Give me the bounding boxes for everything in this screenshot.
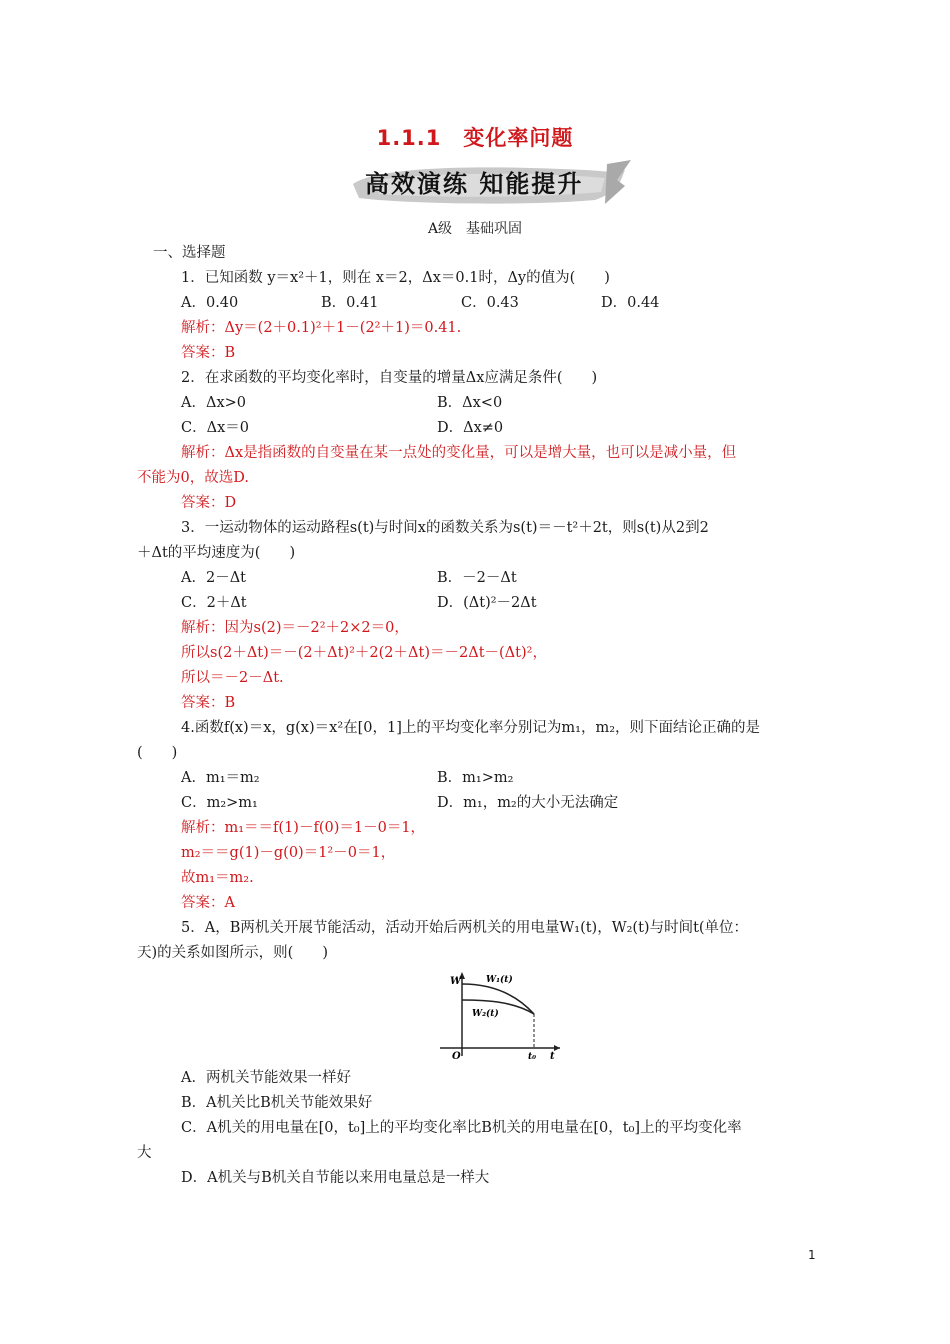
q1-answer: 答案：B bbox=[181, 345, 236, 361]
q1-option-b: B．0.41 bbox=[321, 295, 379, 311]
q5-option-a: A．两机关节能效果一样好 bbox=[181, 1070, 351, 1086]
lesson-title: 1.1.1 变化率问题 bbox=[376, 126, 574, 150]
q1-option-c: C．0.43 bbox=[461, 295, 519, 311]
q5-option-b: B．A机关比B机关节能效果好 bbox=[181, 1095, 373, 1111]
q5-stem-line1: 5．A，B两机关开展节能活动，活动开始后两机关的用电量W₁(t)，W₂(t)与时间t(单位： bbox=[181, 920, 749, 936]
q5-option-d: D．A机关与B机关自节能以来用电量总是一样大 bbox=[181, 1170, 490, 1186]
q3-analysis-line3: 所以＝－2－Δt. bbox=[181, 670, 284, 686]
q1-stem: 1．已知函数 y＝x²＋1，则在 x＝2，Δx＝0.1时，Δy的值为( ) bbox=[181, 270, 610, 286]
q4-analysis-line1: 解析：m₁＝＝f(1)－f(0)＝1－0＝1， bbox=[181, 820, 426, 836]
origin-label: O bbox=[452, 1051, 461, 1060]
q3-analysis-line2: 所以s(2＋Δt)＝－(2＋Δt)²＋2(2＋Δt)＝－2Δt－(Δt)²， bbox=[181, 645, 547, 661]
q3-options-row1 bbox=[137, 566, 817, 591]
q1-analysis: 解析：Δy＝(2＋0.1)²＋1－(2²＋1)＝0.41. bbox=[181, 320, 462, 336]
w2-label: W₂(t) bbox=[472, 1009, 499, 1019]
q4-analysis-line3: 故m₁＝m₂. bbox=[181, 870, 254, 886]
q2-option-a: A．Δx>0 bbox=[181, 395, 246, 411]
section-banner bbox=[345, 160, 635, 208]
banner-text: 高效演练 知能提升 bbox=[365, 170, 584, 198]
q4-stem-line1: 4.函数f(x)＝x，g(x)＝x²在[0，1]上的平均变化率分别记为m₁，m₂，则下面结论正确的是 bbox=[181, 720, 761, 736]
q3-stem-line2: ＋Δt的平均速度为( ) bbox=[137, 545, 296, 561]
w1-label: W₁(t) bbox=[486, 975, 513, 985]
q2-answer: 答案：D bbox=[181, 495, 237, 511]
q4-options-row1 bbox=[137, 766, 817, 791]
q1-options bbox=[137, 291, 817, 316]
q4-answer: 答案：A bbox=[181, 895, 235, 911]
q4-option-a: A．m₁＝m₂ bbox=[181, 770, 260, 786]
q3-options-row2 bbox=[137, 591, 817, 616]
difficulty-level: A级 基础巩固 bbox=[427, 221, 523, 237]
t0-label: t₀ bbox=[528, 1052, 537, 1060]
q4-stem-line2: ( ) bbox=[137, 745, 178, 761]
q2-option-b: B．Δx<0 bbox=[437, 395, 503, 411]
question-list bbox=[137, 241, 817, 1191]
q4-option-b: B．m₁>m₂ bbox=[437, 770, 514, 786]
q4-option-d: D．m₁，m₂的大小无法确定 bbox=[437, 795, 619, 811]
q5-option-c-line2: 大 bbox=[137, 1145, 152, 1161]
q4-option-c: C．m₂>m₁ bbox=[181, 795, 258, 811]
t-axis-arrow bbox=[554, 1045, 560, 1051]
w-axis-label: W bbox=[450, 976, 462, 987]
q3-option-c: C．2＋Δt bbox=[181, 595, 247, 611]
q3-option-d: D．(Δt)²－2Δt bbox=[437, 595, 537, 611]
page-number: 1 bbox=[808, 1248, 816, 1262]
q4-options-row2 bbox=[137, 791, 817, 816]
q2-options-row1 bbox=[137, 391, 817, 416]
q3-answer: 答案：B bbox=[181, 695, 236, 711]
q2-analysis-line1: 解析：Δx是指函数的自变量在某一点处的变化量，可以是增大量，也可以是减小量，但 bbox=[181, 445, 737, 461]
q2-stem: 2．在求函数的平均变化率时，自变量的增量Δx应满足条件( ) bbox=[181, 370, 598, 386]
q4-analysis-line2: m₂＝＝g(1)－g(0)＝1²－0＝1， bbox=[181, 845, 396, 861]
q2-option-c: C．Δx＝0 bbox=[181, 420, 249, 436]
q1-option-a: A．0.40 bbox=[181, 295, 239, 311]
q5-stem-line2: 天)的关系如图所示，则( ) bbox=[137, 945, 328, 961]
q2-options-row2 bbox=[137, 416, 817, 441]
q3-option-b: B．－2－Δt bbox=[437, 570, 517, 586]
section-heading: 一、选择题 bbox=[153, 245, 226, 261]
electricity-usage-figure bbox=[434, 970, 564, 1060]
q2-option-d: D．Δx≠0 bbox=[437, 420, 504, 436]
q3-option-a: A．2－Δt bbox=[181, 570, 246, 586]
q1-option-d: D．0.44 bbox=[601, 295, 660, 311]
q3-analysis-line1: 解析：因为s(2)＝－2²＋2×2＝0， bbox=[181, 620, 409, 636]
q5-option-c-line1: C．A机关的用电量在[0，t₀]上的平均变化率比B机关的用电量在[0，t₀]上的平均变化率 bbox=[181, 1120, 742, 1136]
q3-stem-line1: 3．一运动物体的运动路程s(t)与时间x的函数关系为s(t)＝－t²＋2t，则s(t)从2到2 bbox=[181, 520, 709, 536]
q2-analysis-line2: 不能为0，故选D. bbox=[137, 470, 249, 486]
t-axis-label: t bbox=[550, 1051, 555, 1060]
